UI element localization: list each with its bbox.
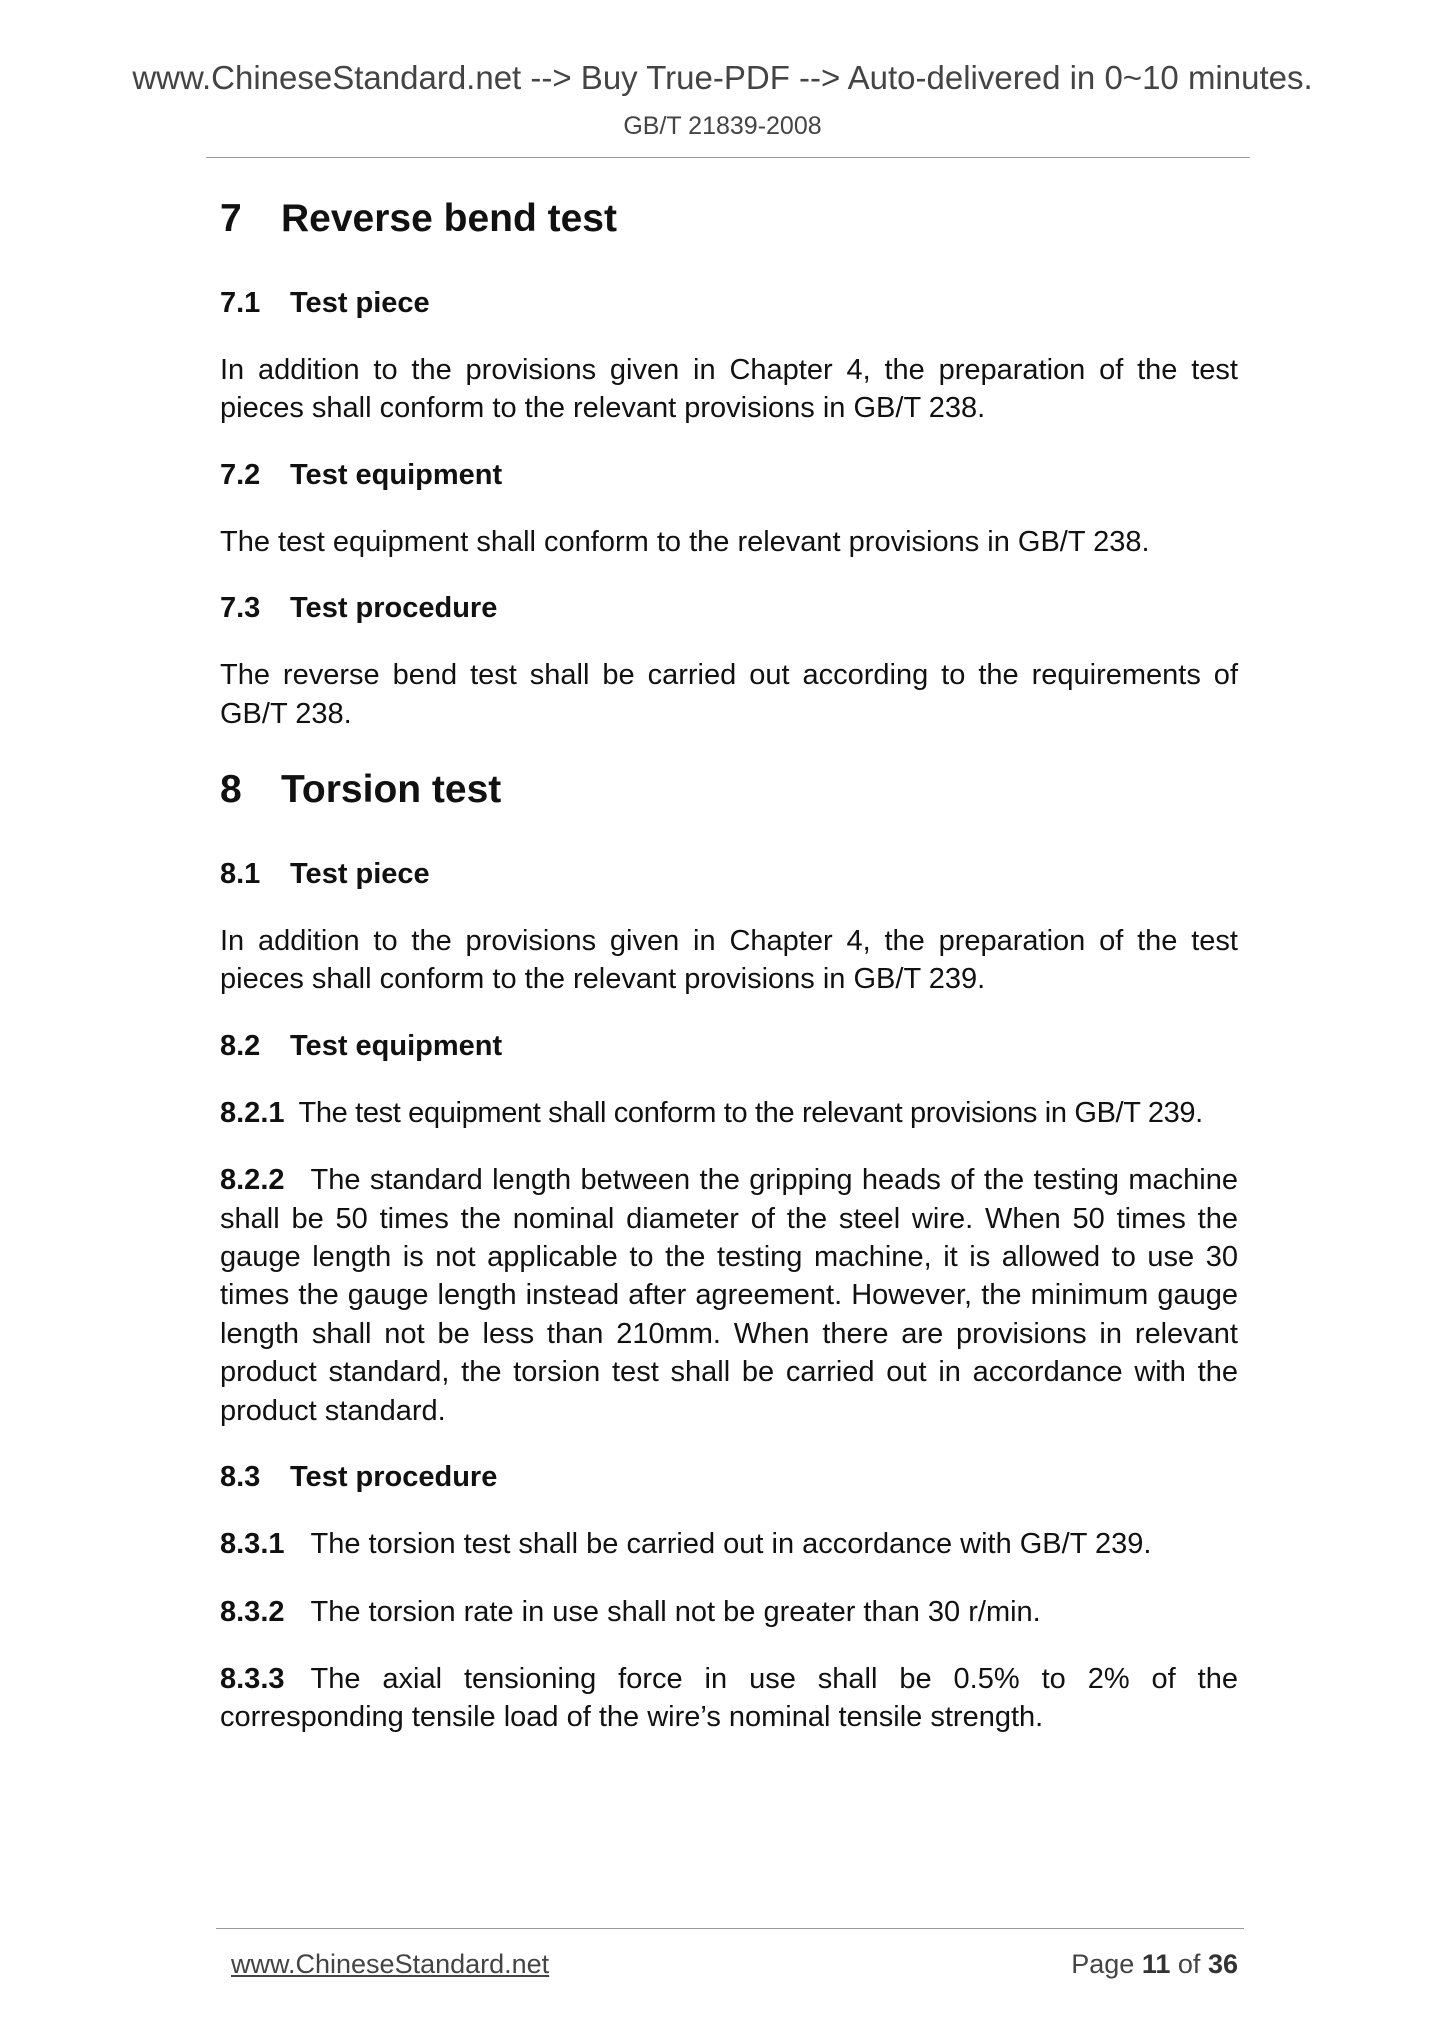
clause-8-3-1-text: The torsion test shall be carried out in accordance with GB/T 239. bbox=[310, 1528, 1152, 1561]
section-8-1-text: In addition to the provisions given in Chapter 4, the preparation of the test pieces shall conform to the relevant provisions in GB/T 239. bbox=[220, 925, 1238, 996]
section-8-3-number: 8.3 bbox=[220, 1461, 261, 1494]
page-total: 36 bbox=[1207, 1949, 1238, 1979]
section-8-2-number: 8.2 bbox=[220, 1029, 261, 1062]
section-7-number: 7 bbox=[220, 197, 242, 240]
section-7-1-title: Test piece bbox=[290, 287, 430, 319]
section-8-heading bbox=[220, 767, 1238, 813]
section-8-number: 8 bbox=[220, 768, 242, 812]
section-8-3-title: Test procedure bbox=[290, 1461, 498, 1494]
section-7-2-title: Test equipment bbox=[290, 458, 503, 491]
page-current: 11 bbox=[1141, 1949, 1171, 1979]
section-7-3-title: Test procedure bbox=[290, 592, 498, 625]
section-8-1-heading bbox=[220, 855, 1238, 893]
section-8-title: Torsion test bbox=[281, 768, 502, 812]
clause-8-2-2-text: The standard length between the gripping heads of the testing machine shall be 50 times the nominal diameter of the steel wire. When 50 times the gauge length is not applicable to the testing machine, it is allowed to use 30 times the gauge length instead after agreement. However, the minimum gauge length shall not be less than 210mm. When there are provisions in relevant product standard, the torsion test shall be carried out in accordance with the product standard. bbox=[220, 1164, 1238, 1427]
page-header bbox=[0, 56, 1445, 142]
page-label: Page bbox=[1071, 1949, 1135, 1979]
section-7-3-text: The reverse bend test shall be carried out according to the requirements of GB/T 238. bbox=[220, 659, 1238, 730]
clause-8-3-3-number: 8.3.3 bbox=[220, 1662, 285, 1695]
clause-8-2-1 bbox=[220, 1094, 1238, 1132]
standard-code: GB/T 21839-2008 bbox=[623, 112, 822, 140]
clause-8-3-1 bbox=[220, 1525, 1238, 1563]
section-8-1-number: 8.1 bbox=[220, 858, 261, 891]
clause-8-3-2-number: 8.3.2 bbox=[220, 1595, 285, 1628]
section-7-heading bbox=[220, 196, 1238, 242]
header-banner: www.ChineseStandard.net --> Buy True-PDF --> Auto-delivered in 0~10 minutes. bbox=[132, 59, 1313, 96]
section-7-2-heading bbox=[220, 456, 1238, 494]
section-7-3-number: 7.3 bbox=[220, 592, 261, 625]
section-7-3-heading bbox=[220, 589, 1238, 627]
clause-8-2-1-text: The test equipment shall conform to the relevant provisions in GB/T 239. bbox=[298, 1096, 1203, 1129]
footer-website-link[interactable]: www.ChineseStandard.net bbox=[231, 1949, 550, 1979]
clause-8-2-2 bbox=[220, 1161, 1238, 1430]
clause-8-3-2 bbox=[220, 1593, 1238, 1631]
section-7-1-text: In addition to the provisions given in Chapter 4, the preparation of the test pieces shall conform to the relevant provisions in GB/T 238. bbox=[220, 354, 1238, 425]
section-7-title: Reverse bend test bbox=[281, 197, 617, 240]
section-7-2-text: The test equipment shall conform to the relevant provisions in GB/T 238. bbox=[220, 525, 1150, 558]
clause-8-2-1-number: 8.2.1 bbox=[220, 1096, 285, 1129]
section-7-2-number: 7.2 bbox=[220, 458, 261, 491]
footer-divider bbox=[216, 1928, 1244, 1929]
section-8-3-heading bbox=[220, 1458, 1238, 1496]
clause-8-3-1-number: 8.3.1 bbox=[220, 1528, 285, 1561]
section-8-2-heading bbox=[220, 1027, 1238, 1065]
clause-8-3-3 bbox=[220, 1660, 1238, 1737]
clause-8-3-3-text: The axial tensioning force in use shall be 0.5% to 2% of the corresponding tensile load of the wire’s nominal tensile strength. bbox=[220, 1662, 1238, 1734]
document-body bbox=[220, 196, 1238, 1737]
section-8-2-title: Test equipment bbox=[290, 1029, 503, 1062]
page-of-label: of bbox=[1177, 1949, 1201, 1979]
section-7-1-heading bbox=[220, 284, 1238, 322]
section-7-1-number: 7.1 bbox=[220, 287, 261, 319]
clause-8-3-2-text: The torsion rate in use shall not be greater than 30 r/min. bbox=[310, 1595, 1041, 1628]
section-8-1-title: Test piece bbox=[290, 858, 430, 891]
header-divider bbox=[206, 157, 1250, 158]
page-number bbox=[1071, 1946, 1238, 1982]
clause-8-2-2-number: 8.2.2 bbox=[220, 1164, 285, 1197]
